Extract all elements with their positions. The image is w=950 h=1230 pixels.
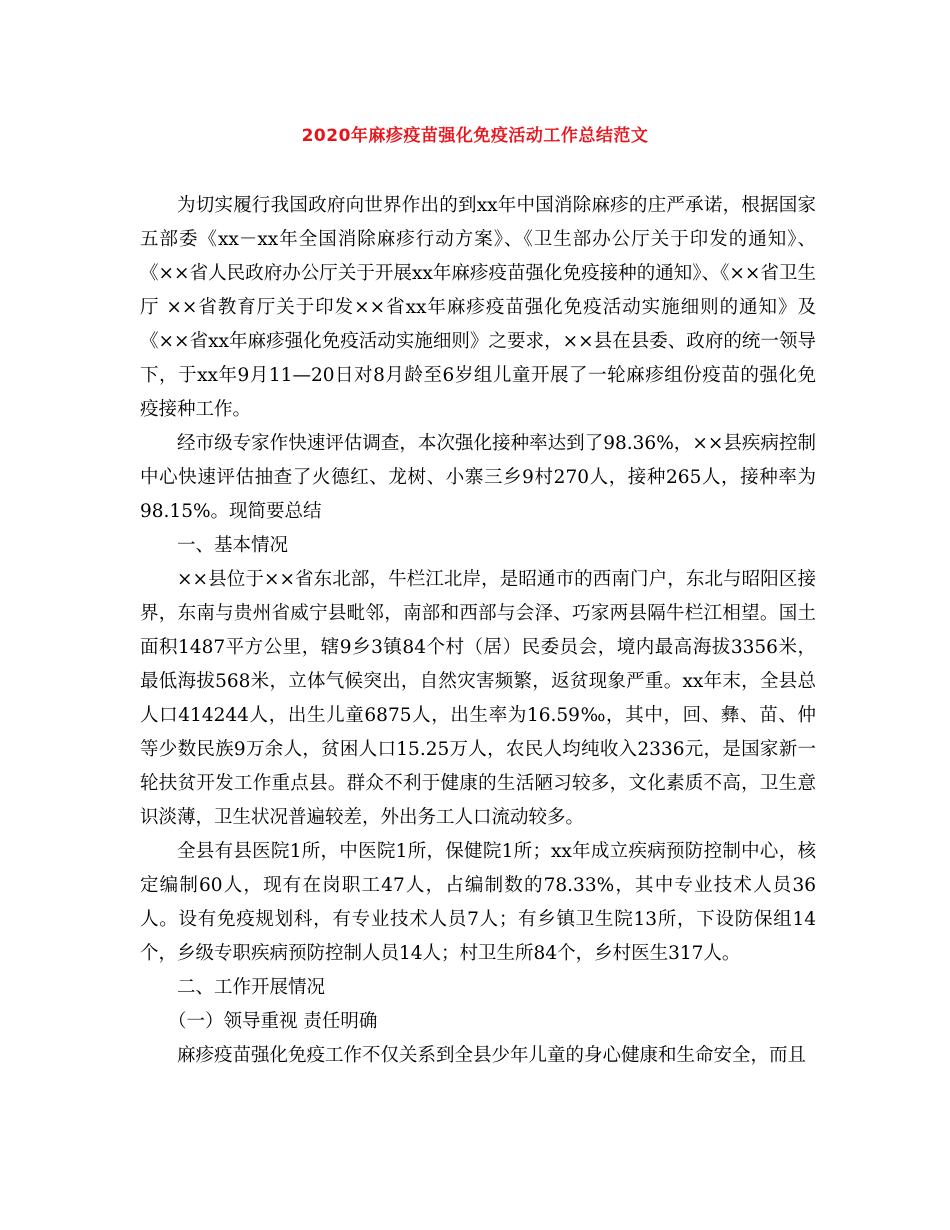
paragraph-intro: 为切实履行我国政府向世界作出的到xx年中国消除麻疹的庄严承诺，根据国家五部委《xx－xx年全国消除麻疹行动方案》、《卫生部办公厅关于印发的通知》、《××省人民政府办公厅关于开展xx年麻疹疫苗强化免疫接种的通知》、《××省卫生厅 ××省教育厅关于印发××省xx年麻疹疫苗强化免疫活动实施细则的通知》及《××省xx年麻疹强化免疫活动实施细则》之要求，××县在县委、政府的统一领导下，于xx年9月11—20日对8月龄至6岁组儿童开展了一轮麻疹组份疫苗的强化免疫接种工作。 [140, 195, 816, 420]
paragraph-leadership: 麻疹疫苗强化免疫工作不仅关系到全县少年儿童的身心健康和生命安全，而且 [177, 1045, 807, 1066]
document-title: 2020年麻疹疫苗强化免疫活动工作总结范文 [301, 126, 649, 146]
subsection-heading-leadership: （一）领导重视 责任明确 [168, 1011, 378, 1032]
paragraph-health-facilities: 全县有县医院1所，中医院1所，保健院1所；xx年成立疾病预防控制中心，核定编制60人，现有在岗职工47人，占编制数的78.33%，其中专业技术人员36人。设有免疫规划科，有专业技术人员7人；有乡镇卫生院13所，下设防保组14个，乡级专职疾病预防控制人员14人；村卫生所84个，乡村医生317人。 [140, 841, 816, 964]
section-heading-basic: 一、基本情况 [177, 535, 289, 556]
paragraph-evaluation: 经市级专家作快速评估调查，本次强化接种率达到了98.36%，××县疾病控制中心快速评估抽查了火德红、龙树、小寨三乡9村270人，接种265人，接种率为98.15%。现简要总结 [140, 433, 816, 522]
document-body [140, 189, 816, 1073]
paragraph-county-overview: ××县位于××省东北部，牛栏江北岸，是昭通市的西南门户，东北与昭阳区接界，东南与贵州省威宁县毗邻，南部和西部与会泽、巧家两县隔牛栏江相望。国土面积1487平方公里，辖9乡3镇84个村（居）民委员会，境内最高海拔3356米，最低海拔568米，立体气候突出，自然灾害频繁，返贫现象严重。xx年末，全县总人口414244人，出生儿童6875人，出生率为16.59‰，其中，回、彝、苗、仲等少数民族9万余人，贫困人口15.25万人，农民人均纯收入2336元，是国家新一轮扶贫开发工作重点县。群众不利于健康的生活陋习较多，文化素质不高，卫生意识淡薄，卫生状况普遍较差，外出务工人口流动较多。 [140, 569, 816, 828]
section-heading-work: 二、工作开展情况 [177, 977, 326, 998]
